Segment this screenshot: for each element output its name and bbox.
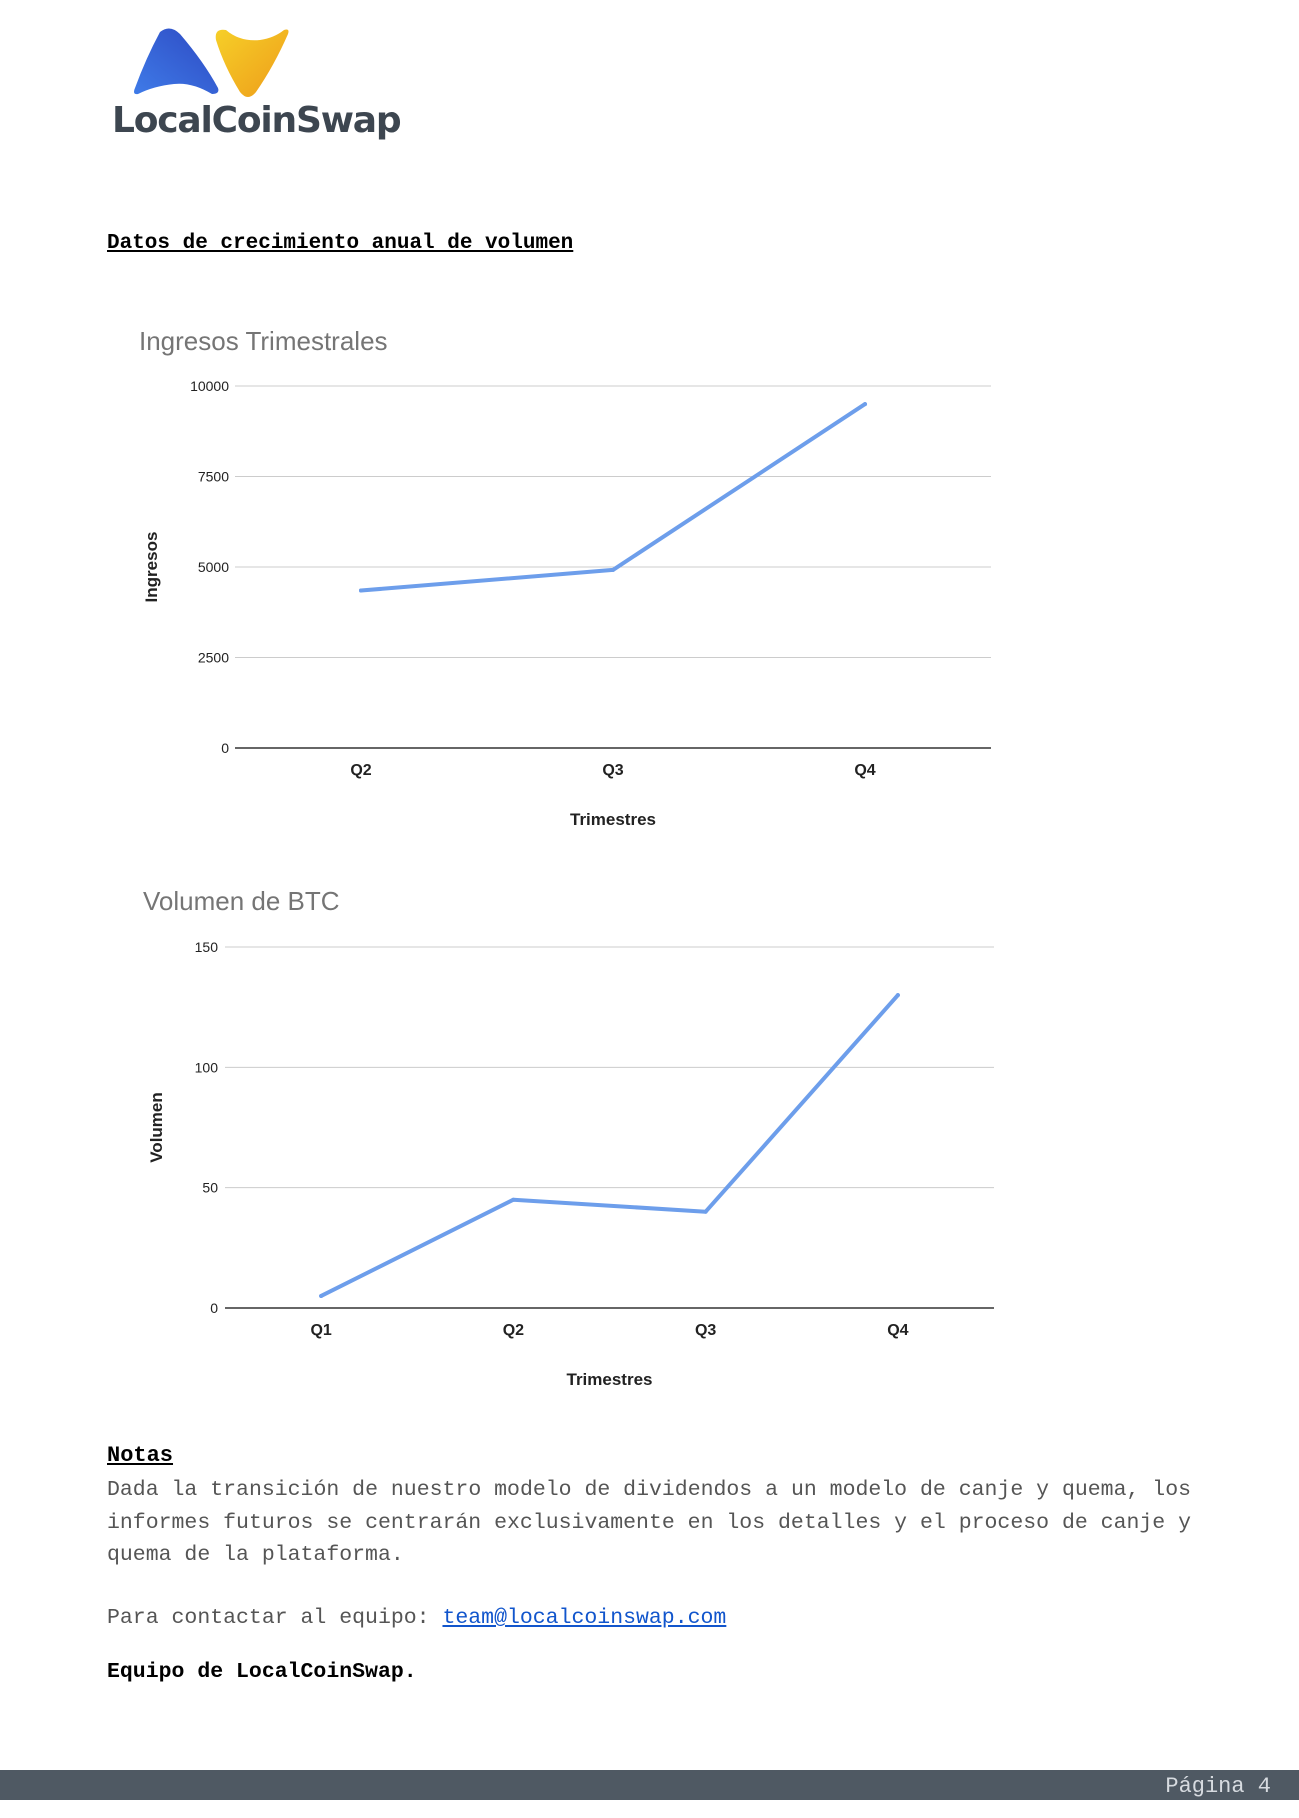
data-point [611, 568, 615, 572]
y-tick-label: 0 [221, 740, 229, 756]
chart-title: Volumen de BTC [143, 886, 340, 916]
y-tick-label: 0 [210, 1300, 218, 1316]
x-tick-label: Q2 [350, 762, 372, 779]
notes-body: Dada la transición de nuestro modelo de dividendos a un modelo de canje y quema, los informes futuros se centrarán exclusivamente en los detalles y el proceso de canje y quema de la plataforma. [107, 1478, 1191, 1567]
contact-line [107, 1606, 726, 1630]
data-point [896, 993, 900, 997]
y-tick-label: 50 [202, 1179, 218, 1196]
page-footer [0, 1770, 1299, 1800]
series-line [321, 995, 898, 1296]
data-point [863, 402, 867, 406]
page-number: Página 4 [1165, 1774, 1271, 1799]
x-tick-label: Q1 [310, 1322, 332, 1339]
y-tick-label: 7500 [197, 468, 229, 485]
x-tick-label: Q3 [694, 1322, 717, 1339]
y-tick-label: 150 [194, 939, 218, 955]
y-tick-label: 5000 [197, 559, 229, 575]
y-axis-label: Volumen [147, 1092, 166, 1163]
x-tick-label: Q4 [854, 762, 876, 779]
btc-volume-chart-svg [0, 880, 1299, 1400]
revenue-chart-svg [0, 320, 1299, 840]
contact-email-link[interactable]: team@localcoinswap.com [442, 1606, 727, 1630]
signoff: Equipo de LocalCoinSwap. [107, 1660, 417, 1684]
y-tick-label: 10000 [190, 378, 229, 394]
x-tick-label: Q2 [502, 1322, 525, 1339]
contact-label: Para contactar al equipo: [107, 1606, 430, 1630]
section-heading: Datos de crecimiento anual de volumen [107, 232, 574, 255]
y-axis-label: Ingresos [142, 531, 161, 603]
notes-title: Notas [107, 1443, 174, 1468]
chart-title: Ingresos Trimestrales [139, 326, 388, 356]
data-point [511, 1198, 515, 1202]
series-line [361, 404, 865, 590]
y-tick-label: 100 [194, 1059, 218, 1076]
brand-logo [108, 22, 401, 152]
x-tick-label: Q3 [602, 762, 624, 779]
y-tick-label: 2500 [197, 649, 229, 666]
brand-name: LocalCoinSwap [112, 100, 401, 141]
x-axis-label: Trimestres [566, 1370, 653, 1389]
logo-mark-icon [108, 22, 388, 102]
x-axis-label: Trimestres [570, 810, 656, 829]
data-point [704, 1210, 708, 1214]
revenue-chart [0, 320, 1299, 840]
data-point [319, 1294, 323, 1298]
x-tick-label: Q4 [887, 1322, 909, 1339]
data-point [359, 589, 363, 593]
btc-volume-chart [0, 880, 1299, 1400]
